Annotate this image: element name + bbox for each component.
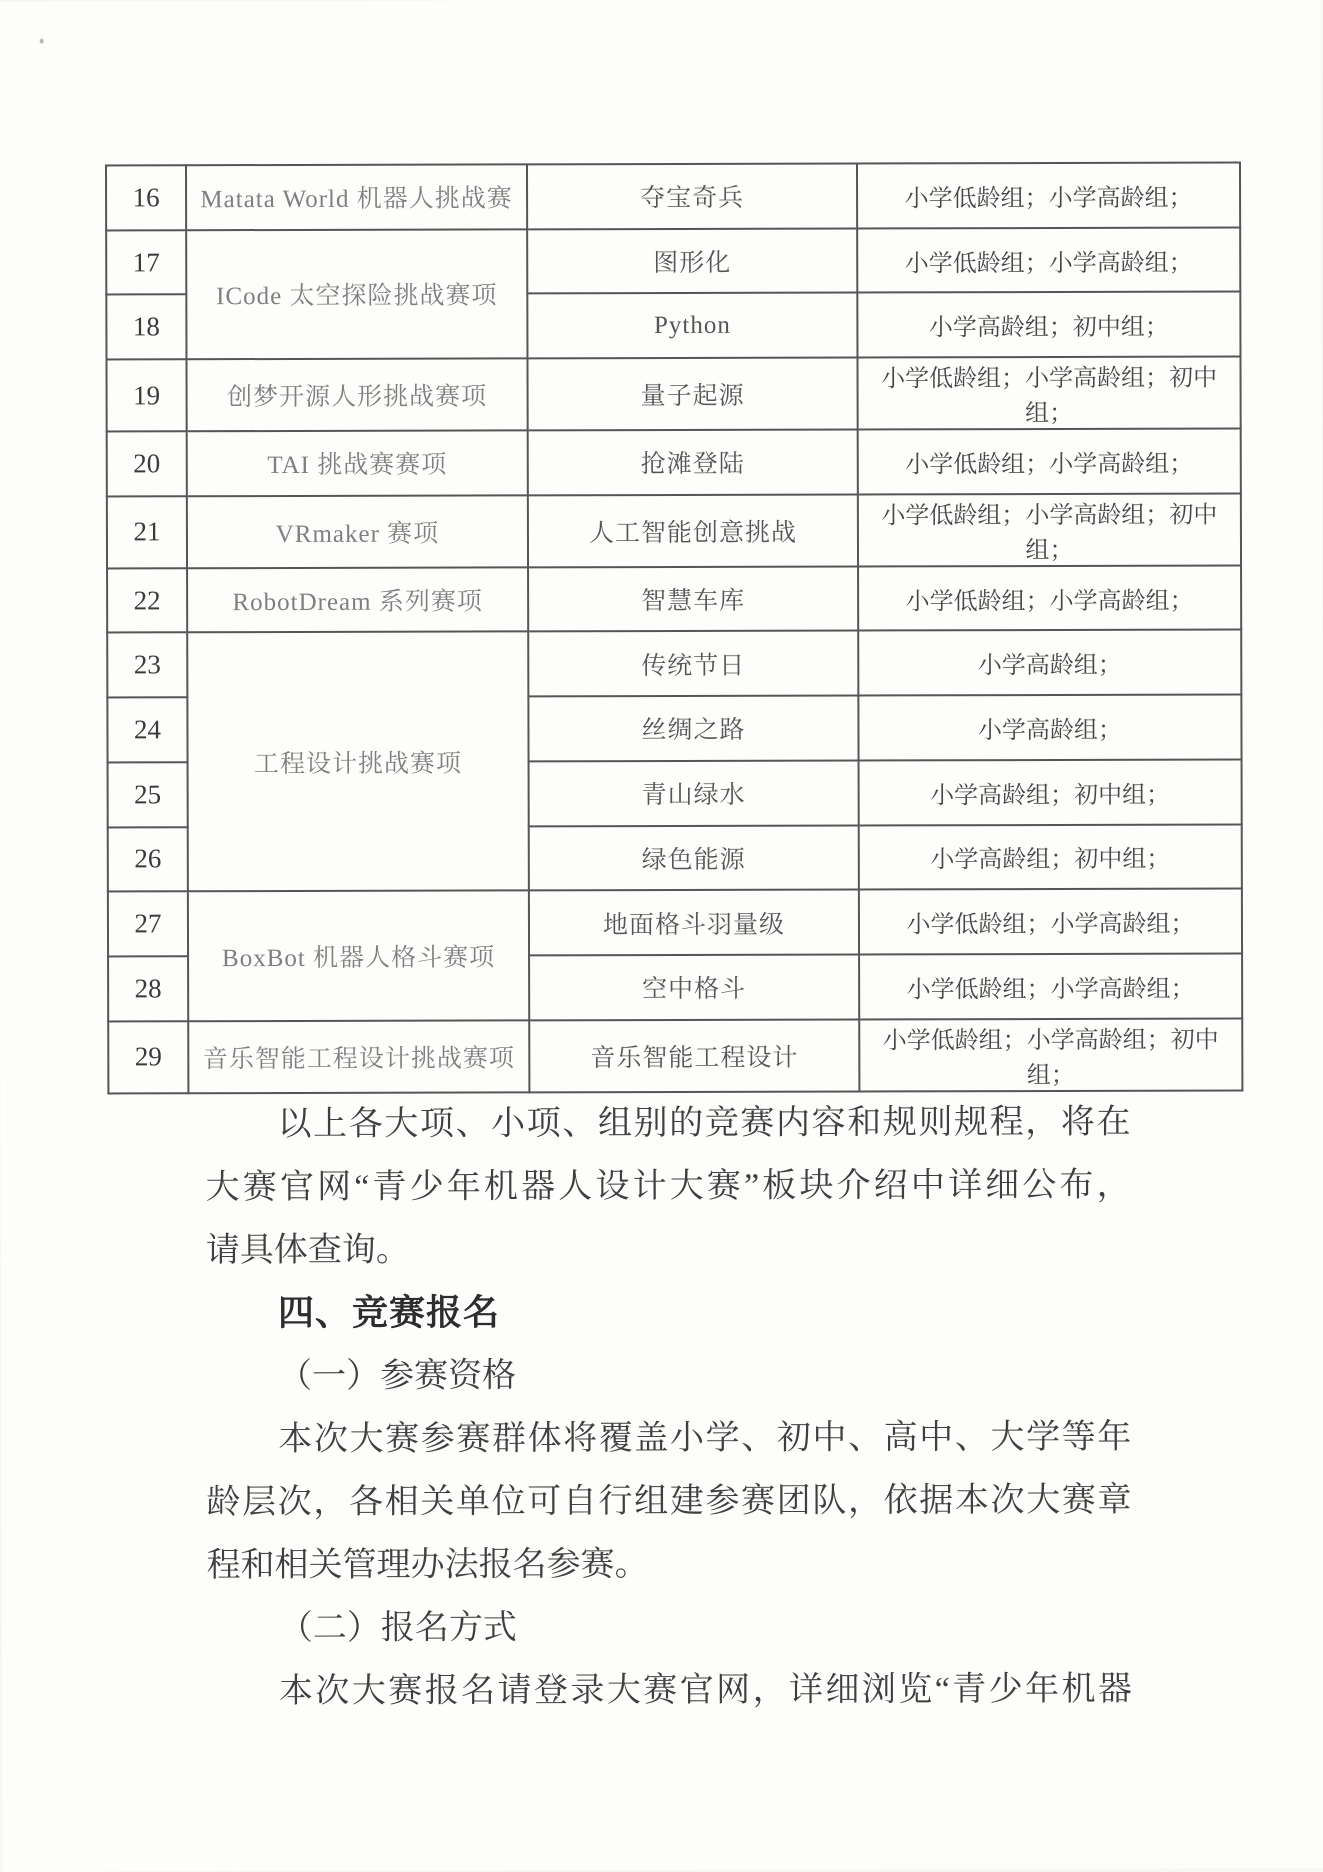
paragraph-line: 程和相关管理办法报名参赛。 bbox=[206, 1546, 649, 1585]
row-number-cell: 24 bbox=[107, 697, 187, 762]
row-number-cell: 23 bbox=[107, 633, 187, 698]
age-groups-cell: 小学高龄组；初中组； bbox=[859, 824, 1242, 890]
age-groups-cell: 小学高龄组；初中组； bbox=[859, 759, 1242, 825]
sub-event-cell: 人工智能创意挑战 bbox=[528, 494, 858, 567]
table-row bbox=[107, 493, 1241, 568]
age-groups-cell: 小学高龄组；初中组； bbox=[857, 292, 1240, 358]
paragraph-line: 大赛官网“青少年机器人设计大赛”板块介绍中详细公布， bbox=[205, 1166, 1131, 1207]
row-number-cell: 16 bbox=[106, 165, 186, 230]
row-number-cell: 20 bbox=[107, 431, 187, 496]
event-name-cell: 工程设计挑战赛项 bbox=[187, 632, 529, 892]
sub-event-cell: Python bbox=[527, 293, 857, 359]
event-name-cell: VRmaker 赛项 bbox=[187, 495, 528, 568]
row-number-cell: 19 bbox=[106, 359, 186, 431]
age-groups-cell: 小学低龄组；小学高龄组； bbox=[858, 429, 1241, 495]
competition-events-table bbox=[105, 161, 1243, 1094]
row-number-cell: 27 bbox=[108, 891, 188, 956]
sub-event-cell: 智慧车库 bbox=[528, 566, 858, 632]
event-name-cell: 创梦开源人形挑战赛项 bbox=[186, 358, 527, 431]
age-groups-cell: 小学高龄组； bbox=[858, 630, 1241, 696]
section-heading: 四、竞赛报名 bbox=[277, 1292, 501, 1334]
paragraph-line: 本次大赛参赛群体将覆盖小学、初中、高中、大学等年 bbox=[278, 1418, 1132, 1459]
age-groups-cell: 小学低龄组；小学高龄组； bbox=[857, 162, 1240, 228]
subsection-heading: （二）报名方式 bbox=[278, 1609, 517, 1648]
event-name-cell: RobotDream 系列赛项 bbox=[187, 567, 528, 633]
event-name-cell: BoxBot 机器人格斗赛项 bbox=[188, 891, 529, 1021]
sub-event-cell: 图形化 bbox=[527, 228, 857, 294]
age-groups-cell: 小学低龄组；小学高龄组； bbox=[858, 565, 1241, 631]
paragraph-line: 以上各大项、小项、组别的竞赛内容和规则规程，将在 bbox=[277, 1103, 1131, 1144]
subsection-heading: （一）参赛资格 bbox=[278, 1357, 517, 1396]
table-row bbox=[107, 429, 1241, 497]
row-number-cell: 17 bbox=[106, 230, 186, 295]
event-name-cell: 音乐智能工程设计挑战赛项 bbox=[188, 1020, 529, 1093]
sub-event-cell: 地面格斗羽量级 bbox=[529, 890, 859, 956]
row-number-cell: 29 bbox=[108, 1021, 188, 1093]
table-row bbox=[108, 1018, 1242, 1093]
row-number-cell: 25 bbox=[108, 762, 188, 827]
sub-event-cell: 传统节日 bbox=[528, 631, 858, 697]
age-groups-cell: 小学低龄组；小学高龄组；初中组； bbox=[858, 493, 1241, 566]
age-groups-cell: 小学低龄组；小学高龄组； bbox=[859, 889, 1242, 955]
table-row bbox=[106, 357, 1240, 432]
table-row bbox=[106, 227, 1240, 295]
paragraph-line: 请具体查询。 bbox=[205, 1231, 410, 1270]
sub-event-cell: 音乐智能工程设计 bbox=[529, 1019, 859, 1092]
sub-event-cell: 空中格斗 bbox=[529, 954, 859, 1020]
age-groups-cell: 小学低龄组；小学高龄组； bbox=[857, 227, 1240, 293]
table-row bbox=[107, 565, 1241, 633]
age-groups-cell: 小学高龄组； bbox=[858, 695, 1241, 761]
age-groups-cell: 小学低龄组；小学高龄组；初中组； bbox=[859, 1018, 1242, 1091]
row-number-cell: 26 bbox=[108, 827, 188, 892]
table-row bbox=[107, 630, 1241, 698]
row-number-cell: 22 bbox=[107, 568, 187, 633]
sub-event-cell: 夺宝奇兵 bbox=[527, 163, 857, 229]
paragraph-line: 龄层次，各相关单位可自行组建参赛团队，依据本次大赛章 bbox=[206, 1481, 1132, 1522]
event-name-cell: ICode 太空探险挑战赛项 bbox=[186, 229, 527, 359]
age-groups-cell: 小学低龄组；小学高龄组；初中组； bbox=[857, 357, 1240, 430]
sub-event-cell: 丝绸之路 bbox=[528, 696, 858, 762]
sub-event-cell: 绿色能源 bbox=[529, 825, 859, 891]
row-number-cell: 18 bbox=[106, 295, 186, 360]
sub-event-cell: 抢滩登陆 bbox=[528, 430, 858, 496]
sub-event-cell: 青山绿水 bbox=[529, 760, 859, 826]
body-text bbox=[205, 1091, 1132, 1723]
row-number-cell: 21 bbox=[107, 496, 187, 568]
sub-event-cell: 量子起源 bbox=[527, 358, 857, 431]
table-row bbox=[108, 889, 1242, 957]
event-name-cell: Matata World 机器人挑战赛 bbox=[186, 164, 527, 230]
scan-speck bbox=[40, 39, 44, 44]
row-number-cell: 28 bbox=[108, 956, 188, 1021]
table-row bbox=[106, 162, 1240, 230]
event-name-cell: TAI 挑战赛赛项 bbox=[187, 430, 528, 496]
age-groups-cell: 小学低龄组；小学高龄组； bbox=[859, 953, 1242, 1019]
paragraph-line: 本次大赛报名请登录大赛官网，详细浏览“青少年机器 bbox=[278, 1670, 1133, 1711]
